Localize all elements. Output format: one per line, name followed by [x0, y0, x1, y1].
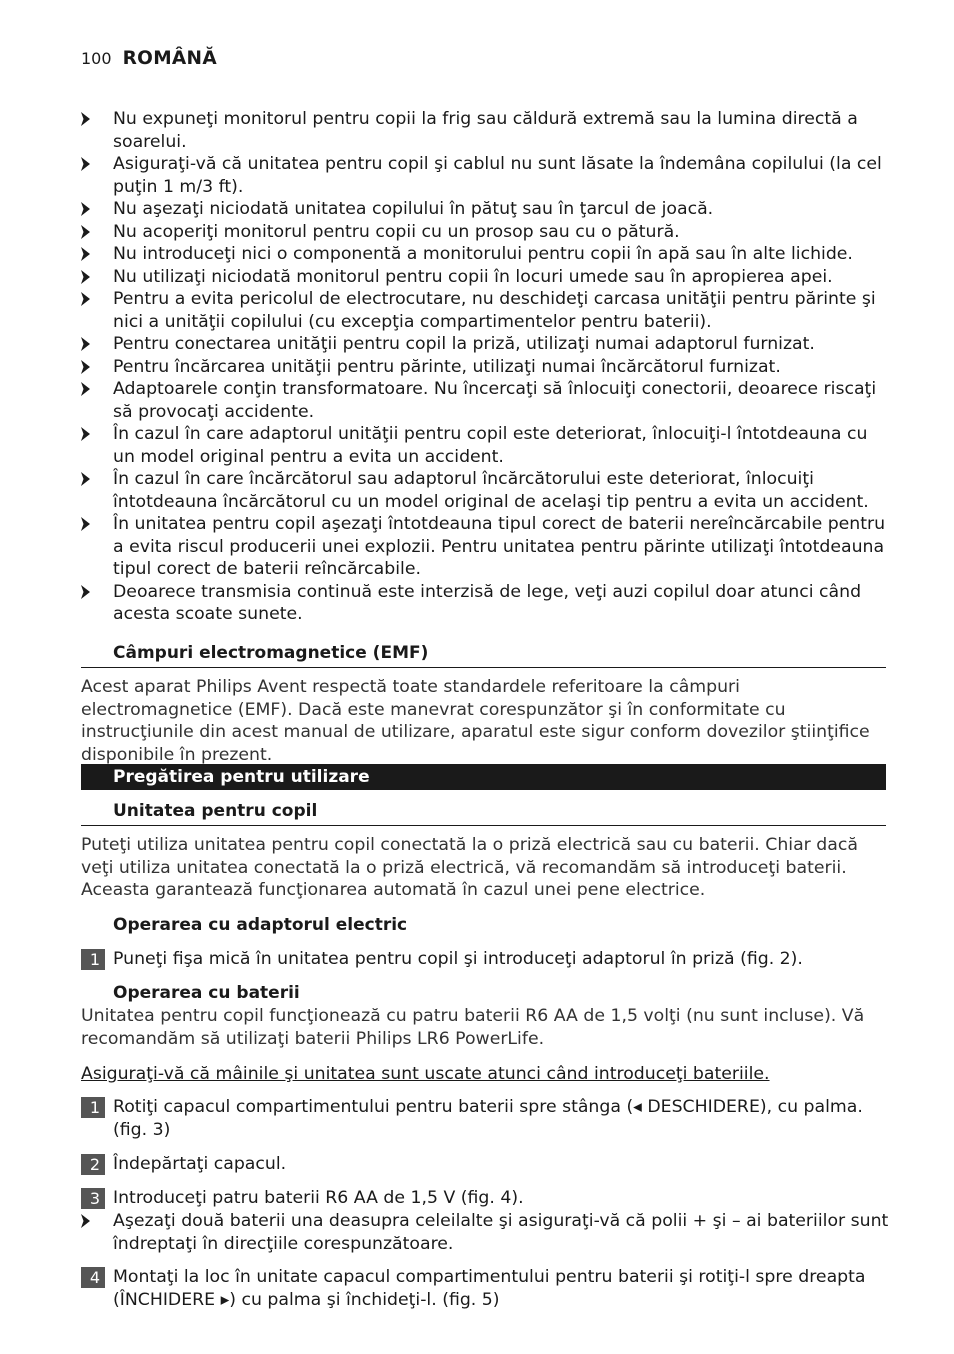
bullet-item: [81, 153, 891, 198]
adapter-step: [81, 948, 891, 971]
adapter-heading: Operarea cu adaptorul electric: [113, 915, 408, 935]
bullet-arrow-icon: [81, 112, 90, 126]
step-number: 2: [81, 1154, 105, 1175]
bullet-text: Aşezaţi două baterii una deasupra celeilalte şi asiguraţi-vă că polii + şi – ai bateriilor sunt îndreptaţi în direcţiile corespunzătoare.: [113, 1211, 889, 1254]
bullet-arrow-icon: [81, 382, 90, 396]
bullet-arrow-icon: [81, 270, 90, 284]
page-number: 100: [81, 49, 112, 68]
battery-polarity-bullet: [81, 1210, 891, 1255]
bullet-item: [81, 513, 891, 581]
bullet-arrow-icon: [81, 472, 90, 486]
batteries-heading: Operarea cu baterii: [113, 983, 300, 1003]
bullet-text: Deoarece transmisia continuă este interzisă de lege, veţi auzi copilul doar atunci când acesta scoate sunete.: [113, 581, 862, 624]
bullet-text: Adaptoarele conţin transformatoare. Nu încercaţi să înlocuiţi conectorii, deoarece riscaţi să provocaţi accidente.: [113, 379, 877, 422]
bullet-arrow-icon: [81, 517, 90, 531]
bullet-arrow-icon: [81, 427, 90, 441]
bullet-item: [81, 221, 891, 244]
bullet-arrow-icon: [81, 585, 90, 599]
step-number: 1: [81, 949, 105, 970]
bullet-text: Nu expuneţi monitorul pentru copii la frig sau căldură extremă sau la lumina directă a soarelui.: [113, 109, 858, 152]
baby-unit-heading: Unitatea pentru copil: [81, 800, 886, 826]
battery-step-4: [81, 1266, 891, 1311]
bullet-text: Pentru a evita pericolul de electrocutare, nu deschideţi carcasa unităţii pentru părinte şi nici a unităţii copilului (cu excepţia compartimentelor pentru baterii).: [113, 289, 876, 332]
bullet-arrow-icon: [81, 337, 90, 351]
page-header: [81, 48, 217, 71]
bullet-arrow-icon: [81, 247, 90, 261]
bullet-text: Nu acoperiţi monitorul pentru copii cu un prosop sau cu o pătură.: [113, 221, 680, 242]
bullet-text: Nu introduceţi nici o componentă a monitorului pentru copii în apă sau în alte lichide.: [113, 244, 853, 264]
bullet-text: Asiguraţi-vă că unitatea pentru copil şi cablul nu sunt lăsate la îndemâna copilului (la cel puţin 1 m/3 ft).: [113, 154, 882, 197]
bullet-item: [81, 356, 891, 379]
bullet-text: Pentru conectarea unităţii pentru copil la priză, utilizaţi numai adaptorul furnizat.: [113, 334, 815, 354]
bullet-item: [81, 108, 891, 153]
bullet-arrow-icon: [81, 360, 90, 374]
bullet-arrow-icon: [81, 292, 90, 306]
step-number: 4: [81, 1267, 105, 1288]
language-label: ROMÂNĂ: [122, 48, 217, 69]
step-text: Montaţi la loc în unitate capacul compartimentului pentru baterii şi rotiţi-l spre dreapta (ÎNCHIDERE ▸) cu palma şi închideţi-l. (fig. 5): [113, 1267, 866, 1310]
bullet-text: În unitatea pentru copil aşezaţi întotdeauna tipul corect de baterii nereîncărcabile pentru a evita riscul producerii unei explozii. Pentru unitatea pentru părinte utilizaţi întotdeauna tipul corect de baterii reîncărcabile.: [113, 514, 886, 579]
baby-unit-text: Puteţi utiliza unitatea pentru copil conectată la o priză electrică sau cu baterii. Chiar dacă veţi utiliza unitatea conectată la o priză electrică, vă recomandăm să introduceţi baterii. Aceasta garantează funcţionarea automată în cazul unei pene electrice.: [81, 835, 858, 900]
bullet-arrow-icon: [81, 1214, 90, 1228]
bullet-text: În cazul în care adaptorul unităţii pentru copil este deteriorat, înlocuiţi-l întotdeauna cu un model original pentru a evita un accident.: [113, 424, 868, 467]
bullet-item: [81, 423, 891, 468]
emf-heading: Câmpuri electromagnetice (EMF): [81, 642, 886, 668]
bullet-text: În cazul în care încărcătorul sau adaptorul încărcătorului este deteriorat, înlocuiţi întotdeauna încărcătorul cu un model original de acelaşi tip pentru a evita un accident.: [113, 469, 869, 512]
section-title: Pregătirea pentru utilizare: [81, 764, 886, 790]
bullet-arrow-icon: [81, 202, 90, 216]
safety-bullet-list: [81, 108, 891, 626]
bullet-arrow-icon: [81, 225, 90, 239]
bullet-text: Pentru încărcarea unităţii pentru părinte, utilizaţi numai încărcătorul furnizat.: [113, 356, 781, 377]
bullet-item: [81, 581, 891, 626]
bullet-text: Nu aşezaţi niciodată unitatea copilului în pătuţ sau în ţarcul de joacă.: [113, 199, 714, 219]
batteries-text: Unitatea pentru copil funcţionează cu patru baterii R6 AA de 1,5 volţi (nu sunt incluse). Vă recomandăm să utilizaţi baterii Philips LR6 PowerLife.: [81, 1006, 865, 1049]
battery-step-1: [81, 1096, 891, 1141]
step-text: Îndepărtaţi capacul.: [113, 1154, 287, 1174]
bullet-item: [81, 378, 891, 423]
step-number: 1: [81, 1097, 105, 1118]
step-number: 3: [81, 1188, 105, 1209]
bullet-item: [81, 333, 891, 356]
battery-step-2: [81, 1153, 891, 1176]
step-text: Rotiţi capacul compartimentului pentru baterii spre stânga (◂ DESCHIDERE), cu palma. (fig. 3): [113, 1097, 863, 1140]
step-text: Introduceţi patru baterii R6 AA de 1,5 V (fig. 4).: [113, 1188, 524, 1208]
bullet-item: [81, 243, 891, 266]
step-text: Puneţi fişa mică în unitatea pentru copil şi introduceţi adaptorul în priză (fig. 2).: [113, 949, 803, 969]
bullet-item: [81, 198, 891, 221]
battery-step-3: [81, 1187, 891, 1210]
emf-text: Acest aparat Philips Avent respectă toate standardele referitoare la câmpuri electromagnetice (EMF). Dacă este manevrat corespunzător şi în conformitate cu instrucţiunile din acest manual de utilizare, aparatul este sigur conform dovezilor ştiinţifice disponibile în prezent.: [81, 677, 870, 765]
batteries-note: Asiguraţi-vă că mâinile şi unitatea sunt uscate atunci când introduceţi bateriile.: [81, 1064, 770, 1084]
bullet-item: [81, 266, 891, 289]
bullet-arrow-icon: [81, 157, 90, 171]
bullet-text: Nu utilizaţi niciodată monitorul pentru copii în locuri umede sau în apropierea apei.: [113, 266, 833, 287]
bullet-item: [81, 288, 891, 333]
bullet-item: [81, 468, 891, 513]
